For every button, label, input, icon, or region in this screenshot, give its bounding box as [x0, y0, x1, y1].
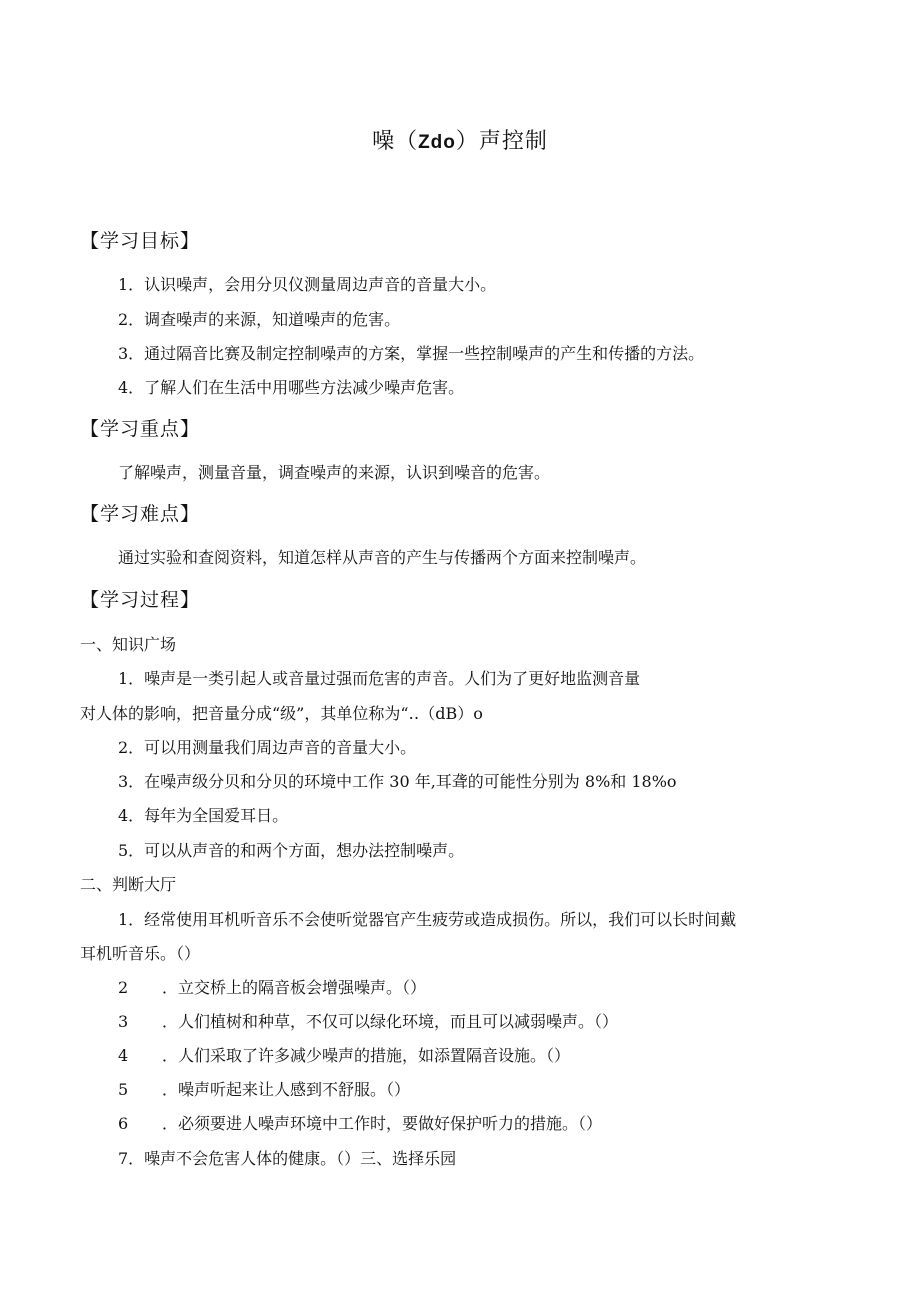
judgement-item-2	[118, 977, 426, 999]
knowledge-item-5: 5．可以从声音的和两个方面，想办法控制噪声。	[118, 841, 465, 860]
judgement-item-5	[118, 1079, 410, 1101]
judgement-item-1-line-2: 耳机听音乐。（）	[80, 944, 201, 963]
judgement-item-4-text: ．人们采取了许多减少噪声的措施，如添置隔音设施。（）	[162, 1046, 571, 1065]
judgement-item-4	[118, 1045, 570, 1067]
judgement-item-6-number: 6	[118, 1114, 129, 1133]
page-title	[0, 124, 920, 155]
judgement-item-5-text: ．噪声听起来让人感到不舒服。（）	[162, 1080, 411, 1099]
section-judgement-title: 二、判断大厅	[80, 875, 177, 894]
knowledge-item-1-line-1: 1．噪声是一类引起人或音量过强而危害的声音。人们为了更好地监测音量	[118, 669, 641, 688]
process-heading: 【学习过程】	[80, 589, 201, 611]
title-pinyin: Zdo	[418, 132, 456, 153]
judgement-item-1-line-1: 1．经常使用耳机听音乐不会使听觉器官产生疲劳或造成损伤。所以，我们可以长时间戴	[118, 910, 737, 929]
knowledge-item-4: 4．每年为全国爱耳日。	[118, 806, 289, 825]
goal-item-4: 4．了解人们在生活中用哪些方法减少噪声危害。	[118, 378, 465, 397]
judgement-item-3	[118, 1011, 618, 1033]
judgement-item-6	[118, 1113, 602, 1135]
knowledge-item-3: 3．在噪声级分贝和分贝的环境中工作 30 年,耳聋的可能性分别为 8%和 18%o	[118, 772, 677, 791]
judgement-item-7: 7．噪声不会危害人体的健康。（）三、选择乐园	[118, 1149, 457, 1168]
difficulties-text: 通过实验和查阅资料，知道怎样从声音的产生与传播两个方面来控制噪声。	[118, 548, 647, 567]
goal-item-1: 1．认识噪声，会用分贝仪测量周边声音的音量大小。	[118, 275, 497, 294]
judgement-item-2-number: 2	[118, 978, 129, 997]
judgement-item-3-number: 3	[118, 1012, 129, 1031]
section-knowledge-title: 一、知识广场	[80, 635, 177, 654]
judgement-item-2-text: ．立交桥上的隔音板会增强噪声。（）	[162, 978, 427, 997]
judgement-item-5-number: 5	[118, 1080, 129, 1099]
judgement-item-3-text: ．人们植树和种草，不仅可以绿化环境，而且可以减弱噪声。（）	[162, 1012, 619, 1031]
knowledge-item-2: 2．可以用测量我们周边声音的音量大小。	[118, 738, 417, 757]
difficulties-heading: 【学习难点】	[80, 503, 201, 525]
key-points-text: 了解噪声，测量音量，调查噪声的来源，认识到噪音的危害。	[118, 463, 551, 482]
judgement-item-4-number: 4	[118, 1046, 129, 1065]
key-points-heading: 【学习重点】	[80, 418, 201, 440]
judgement-item-6-text: ．必须要进人噪声环境中工作时，要做好保护听力的措施。（）	[162, 1114, 603, 1133]
goals-heading: 【学习目标】	[80, 230, 201, 252]
knowledge-item-1-line-2: 对人体的影响，把音量分成“级”，其单位称为“‥（dB）o	[80, 704, 483, 723]
goal-item-2: 2．调查噪声的来源，知道噪声的危害。	[118, 310, 401, 329]
goal-item-3: 3．通过隔音比赛及制定控制噪声的方案，掌握一些控制噪声的产生和传播的方法。	[118, 344, 705, 363]
title-prefix: 噪（	[372, 129, 419, 154]
title-suffix: ）声控制	[455, 129, 548, 154]
